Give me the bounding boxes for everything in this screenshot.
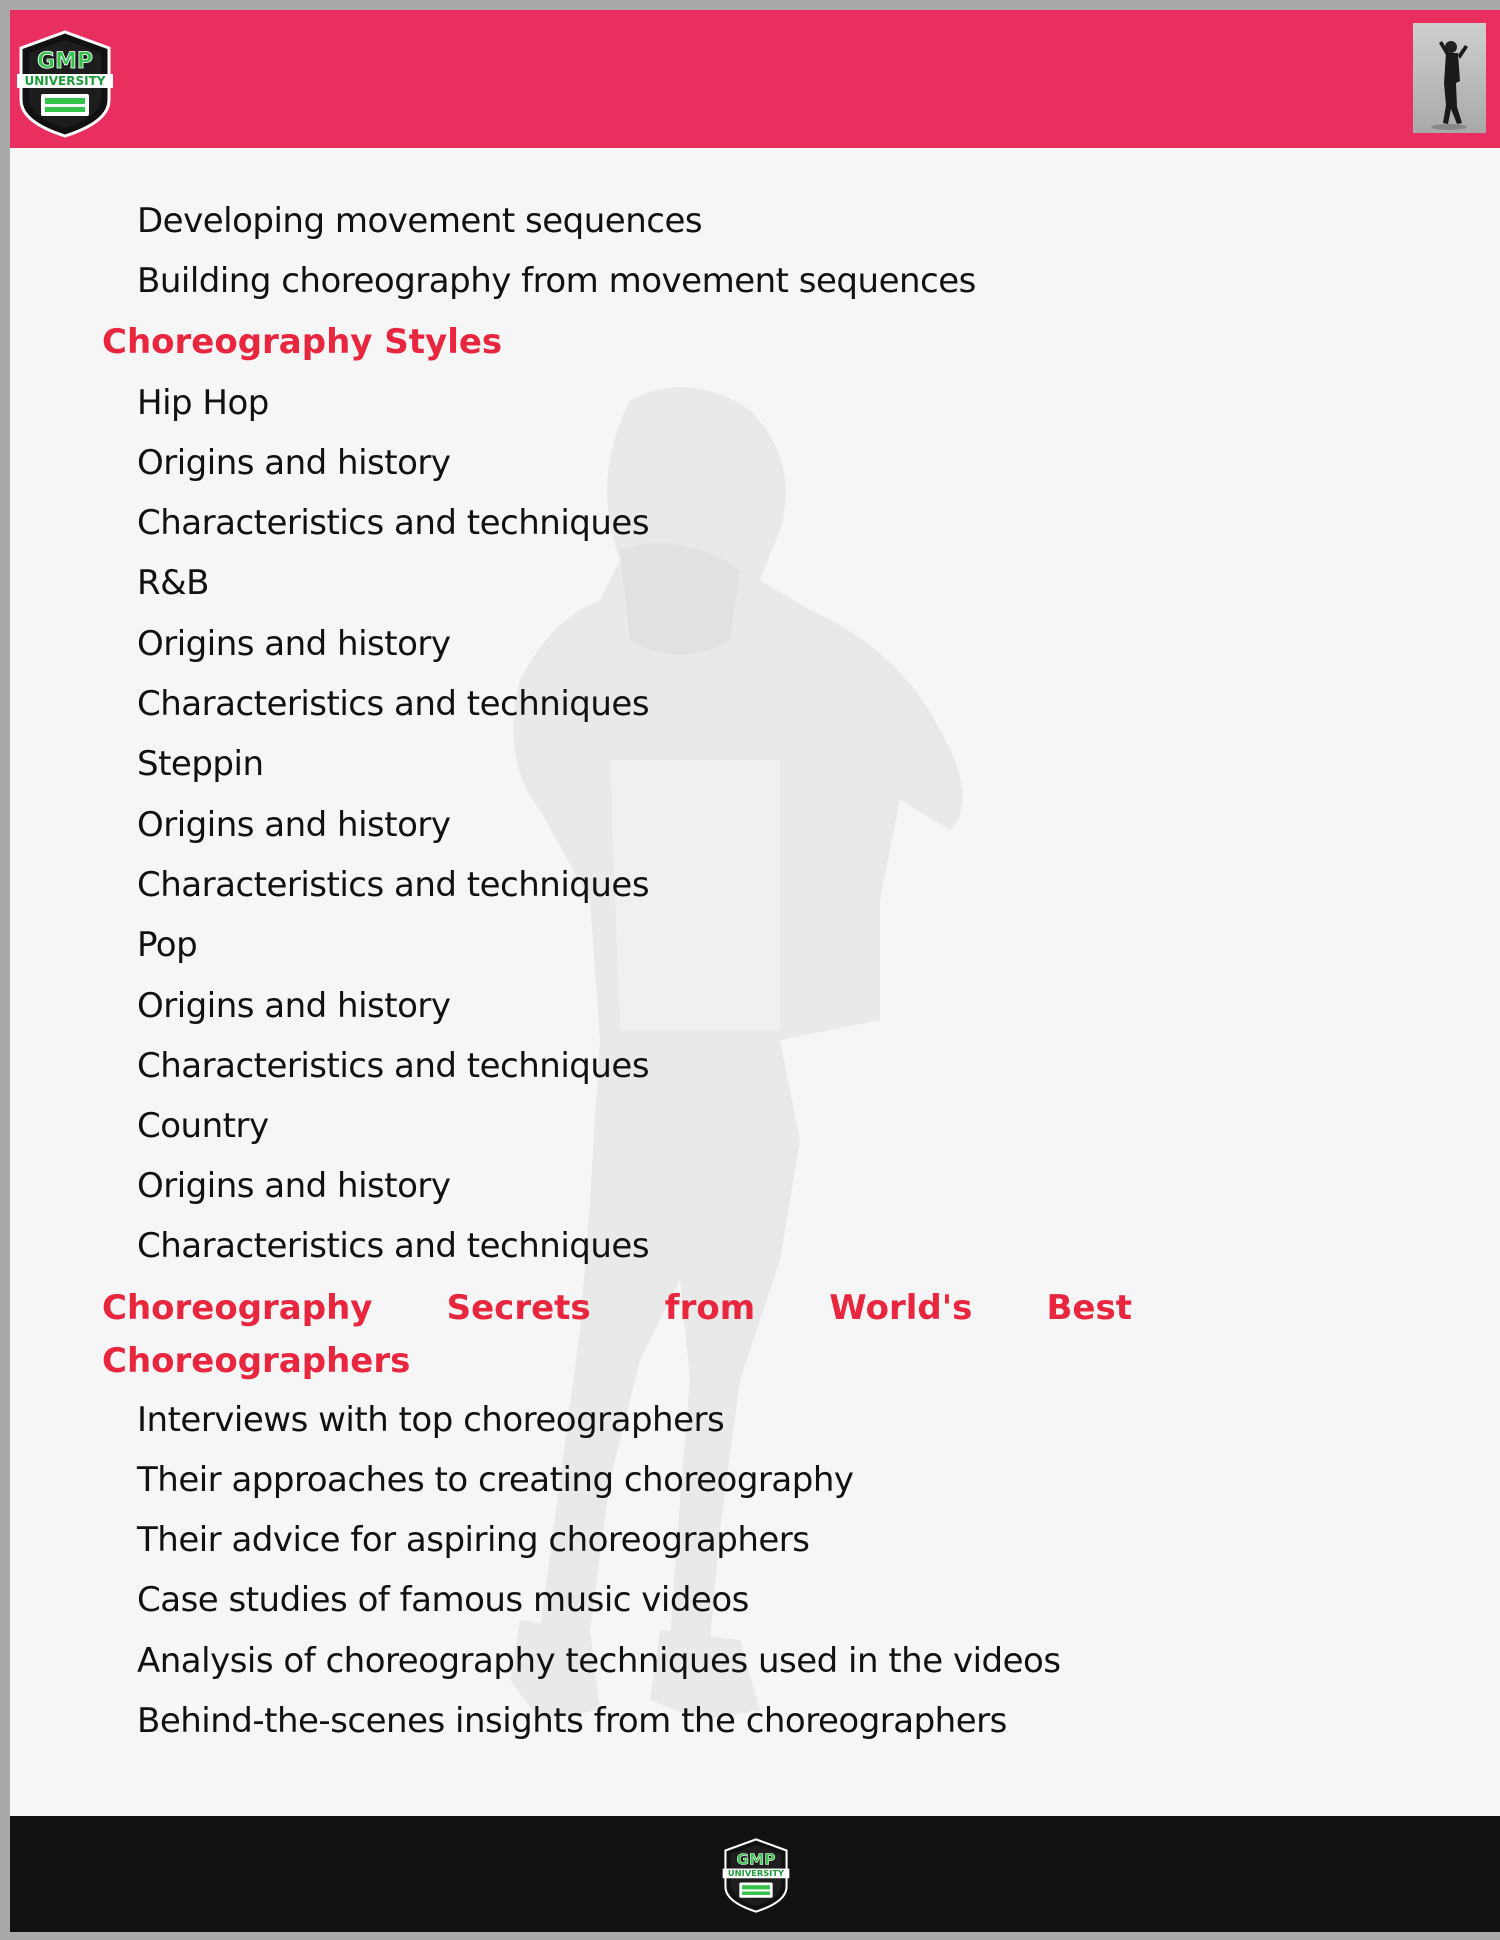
page-header	[10, 10, 1500, 148]
svg-text:UNIVERSITY: UNIVERSITY	[24, 74, 106, 88]
outline-item: Their advice for aspiring choreographers	[137, 1520, 810, 1560]
outline-item: Country	[137, 1106, 269, 1146]
outline-item: Characteristics and techniques	[137, 1226, 650, 1266]
dancer-silhouette-icon	[1413, 23, 1486, 133]
outline-item: Developing movement sequences	[137, 201, 703, 241]
outline-item: Steppin	[137, 744, 264, 784]
dancer-thumbnail	[1413, 23, 1486, 133]
outline-item: Characteristics and techniques	[137, 865, 650, 905]
outline-item: Characteristics and techniques	[137, 1046, 650, 1086]
outline-item: Origins and history	[137, 443, 451, 483]
section-heading-choreography-secrets: Choreography Secrets from World's Best Choreographers	[102, 1288, 1132, 1381]
outline-item: Origins and history	[137, 986, 451, 1026]
document-page	[10, 10, 1500, 1932]
gmp-university-logo-icon	[14, 30, 116, 138]
section-heading-choreography-styles: Choreography Styles	[102, 322, 503, 362]
gmp-university-logo-footer-icon	[721, 1838, 791, 1913]
outline-item: Origins and history	[137, 1166, 451, 1206]
svg-text:UNIVERSITY: UNIVERSITY	[727, 1868, 785, 1879]
outline-item: Characteristics and techniques	[137, 684, 650, 724]
outline-item: Pop	[137, 925, 198, 965]
outline-item: Origins and history	[137, 805, 451, 845]
outline-item: Building choreography from movement sequences	[137, 261, 976, 301]
outline-item: Case studies of famous music videos	[137, 1580, 749, 1620]
page-footer	[10, 1816, 1500, 1932]
svg-text:GMP: GMP	[736, 1850, 776, 1869]
outline-item: Hip Hop	[137, 383, 269, 423]
outline-item: Characteristics and techniques	[137, 503, 650, 543]
outline-item: Interviews with top choreographers	[137, 1400, 725, 1440]
outline-item: R&B	[137, 563, 209, 603]
outline-item: Origins and history	[137, 624, 451, 664]
outline-item: Analysis of choreography techniques used in the videos	[137, 1641, 1061, 1681]
svg-text:GMP: GMP	[36, 49, 94, 74]
outline-item: Behind-the-scenes insights from the choreographers	[137, 1701, 1007, 1741]
outline-item: Their approaches to creating choreography	[137, 1460, 854, 1500]
